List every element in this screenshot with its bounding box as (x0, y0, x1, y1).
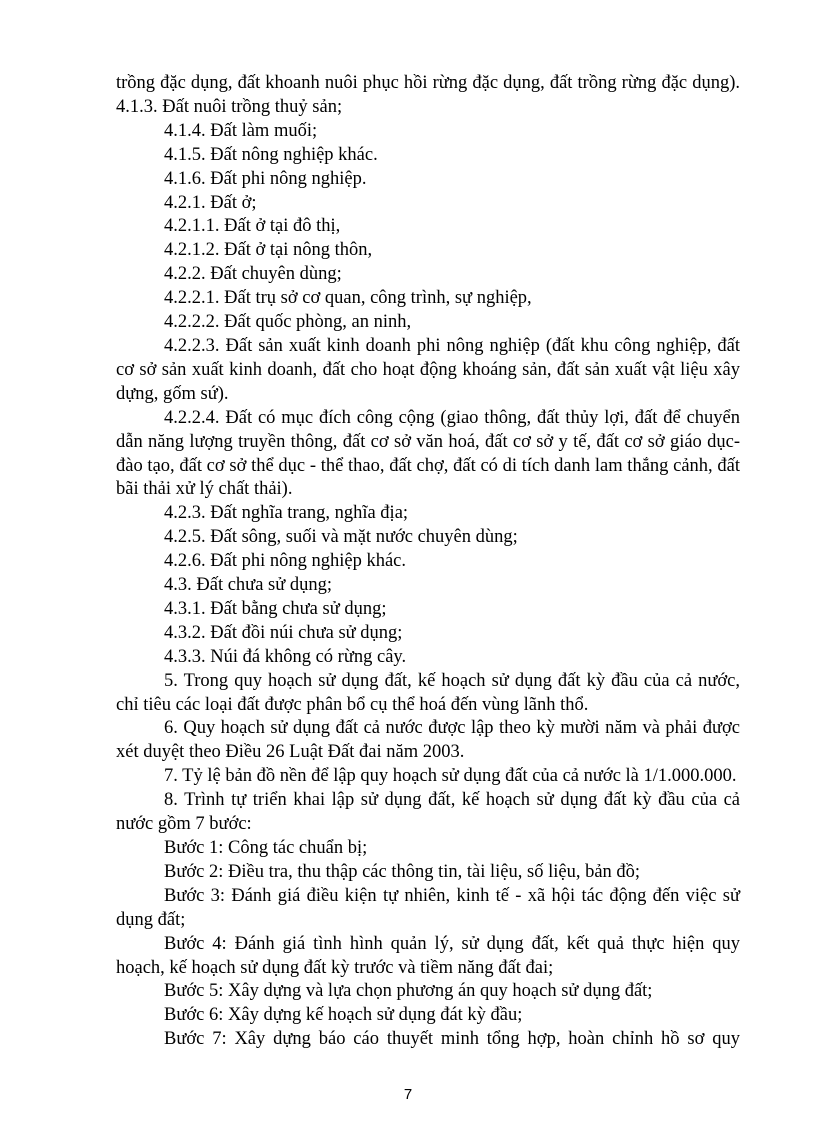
list-item-4-2-1-1: 4.2.1.1. Đất ở tại đô thị, (164, 216, 341, 237)
list-item-4-1-4: 4.1.4. Đất làm muối; (164, 120, 318, 141)
step-1: Bước 1: Công tác chuẩn bị; (164, 838, 368, 858)
list-item-4-3-1: 4.3.1. Đất bằng chưa sử dụng; (164, 598, 387, 619)
list-item-4-2-6: 4.2.6. Đất phi nông nghiệp khác. (164, 551, 406, 572)
list-item-4-3: 4.3. Đất chưa sử dụng; (164, 575, 333, 596)
step-4: Bước 4: Đánh giá tình hình quản lý, sử dụng đất, kết quả thực hiện quy hoạch, kế hoạch sử dụng đất kỳ trước và tiềm năng đất đai; (116, 933, 740, 978)
step-7: Bước 7: Xây dựng báo cáo thuyết minh tổng hợp, hoàn chỉnh hồ sơ quy (164, 1029, 740, 1050)
step-3: Bước 3: Đánh giá điều kiện tự nhiên, kinh tế - xã hội tác động đến việc sử dụng đất; (116, 885, 740, 930)
list-item-4-3-2: 4.3.2. Đất đồi núi chưa sử dụng; (164, 622, 403, 643)
document-body (116, 72, 740, 1052)
list-item-4-2-5: 4.2.5. Đất sông, suối và mặt nước chuyên dùng; (164, 527, 518, 548)
list-item-4-2-2-2: 4.2.2.2. Đất quốc phòng, an ninh, (164, 312, 412, 333)
list-item-4-3-3: 4.3.3. Núi đá không có rừng cây. (164, 646, 407, 667)
list-item-4-2-2-1: 4.2.2.1. Đất trụ sở cơ quan, công trình, sự nghiệp, (164, 288, 532, 309)
list-item-4-2-2-3: 4.2.2.3. Đất sản xuất kinh doanh phi nông nghiệp (đất khu công nghiệp, đất cơ sở sản xuất kinh doanh, đất cho hoạt động khoáng sản, đất sản xuất vật liệu xây dựng, gốm sứ). (116, 335, 740, 404)
paragraph-item-5: 5. Trong quy hoạch sử dụng đất, kế hoạch sử dụng đất kỳ đầu của cả nước, chỉ tiêu các loại đất được phân bổ cụ thể hoá đến vùng lãnh thổ. (116, 670, 740, 715)
step-6: Bước 6: Xây dựng kế hoạch sử dụng đát kỳ đầu; (164, 1005, 523, 1026)
list-item-4-2-2-4: 4.2.2.4. Đất có mục đích công cộng (giao thông, đất thủy lợi, đất để chuyển dẫn năng lượng truyền thông, đất cơ sở văn hoá, đất cơ sở y tế, đất cơ sở giáo dục- đào tạo, đất cơ sở thể dục - thể thao, đất chợ, đất có di tích danh lam thắng cảnh, đất bãi thải xử lý chất thải). (116, 407, 740, 500)
paragraph-continuation: trồng đặc dụng, đất khoanh nuôi phục hồi rừng đặc dụng, đất trồng rừng đặc dụng). 4.1.3. Đất nuôi trồng thuỷ sản; (116, 73, 740, 117)
step-2: Bước 2: Điều tra, thu thập các thông tin, tài liệu, số liệu, bản đồ; (164, 861, 641, 882)
list-item-4-2-1: 4.2.1. Đất ở; (164, 192, 257, 213)
list-item-4-2-1-2: 4.2.1.2. Đất ở tại nông thôn, (164, 240, 373, 261)
list-item-4-2-3: 4.2.3. Đất nghĩa trang, nghĩa địa; (164, 503, 409, 524)
list-item-4-2-2: 4.2.2. Đất chuyên dùng; (164, 264, 342, 285)
list-item-4-1-5: 4.1.5. Đất nông nghiệp khác. (164, 144, 378, 165)
page-number: 7 (403, 1086, 413, 1103)
paragraph-item-8: 8. Trình tự triển khai lập sử dụng đất, kế hoạch sử dụng đất kỳ đầu của cả nước gồm 7 bước: (116, 790, 740, 835)
list-item-4-1-6: 4.1.6. Đất phi nông nghiệp. (164, 168, 367, 189)
step-5: Bước 5: Xây dựng và lựa chọn phương án quy hoạch sử dụng đất; (164, 981, 653, 1002)
paragraph-item-6: 6. Quy hoạch sử dụng đất cả nước được lập theo kỳ mười năm và phải được xét duyệt theo Điều 26 Luật Đất đai năm 2003. (116, 718, 740, 763)
paragraph-item-7: 7. Tỷ lệ bản đồ nền để lập quy hoạch sử dụng đất của cả nước là 1/1.000.000. (164, 766, 737, 787)
